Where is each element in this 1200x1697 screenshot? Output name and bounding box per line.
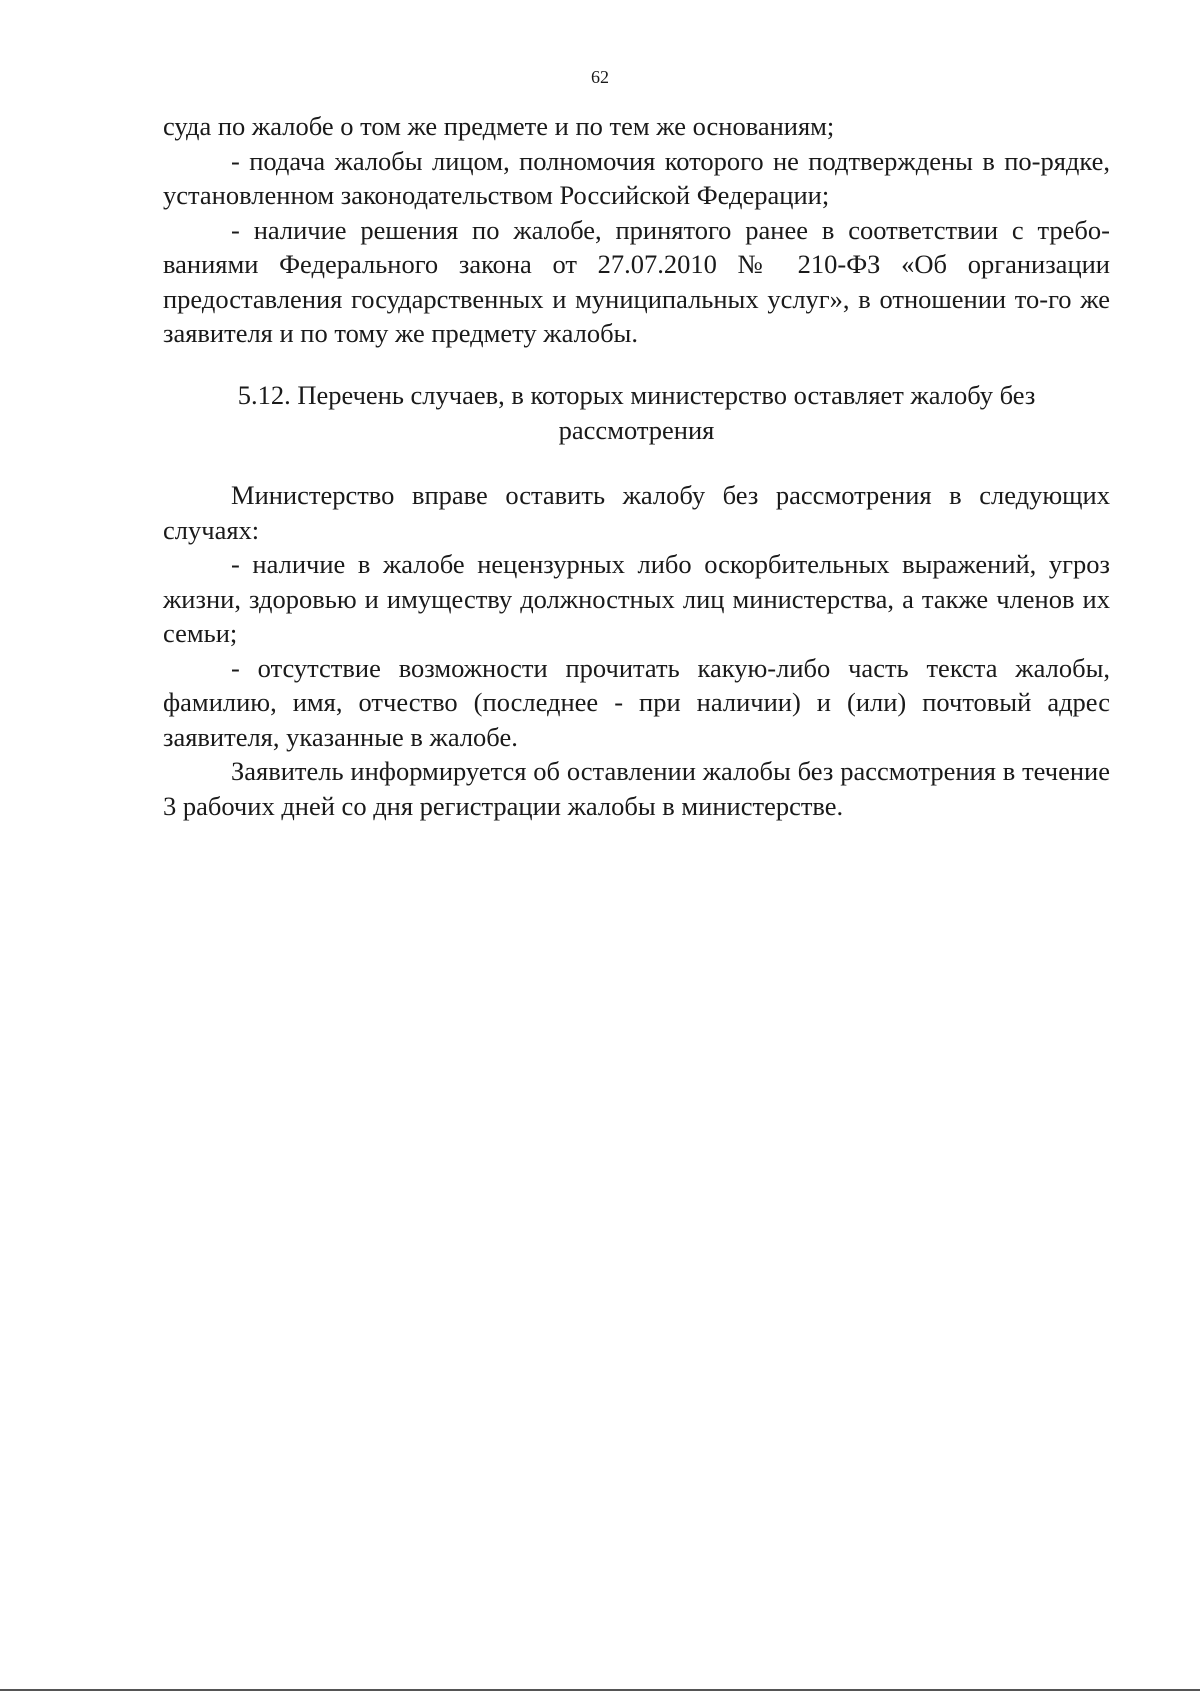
top-text-block	[163, 109, 1110, 351]
section-text-block	[163, 478, 1110, 823]
bottom-rule	[0, 1689, 1200, 1691]
section-heading	[163, 378, 1110, 447]
paragraph-list-item: - подача жалобы лицом, полномочия которого не подтверждены в по-рядке, установленном законодательством Российской Федерации;	[163, 145, 1110, 210]
paragraph: Заявитель информируется об оставлении жалобы без рассмотрения в течение 3 рабочих дней со дня регистрации жалобы в министерстве.	[163, 756, 1110, 821]
page-number: 62	[591, 67, 609, 87]
section-heading-line: рассмотрения	[558, 414, 715, 445]
paragraph: Министерство вправе оставить жалобу без рассмотрения в следующих случаях:	[163, 480, 1110, 545]
paragraph-list-item: - отсутствие возможности прочитать какую-либо часть текста жалобы, фамилию, имя, отчество (последнее - при наличии) и (или) почтовый адрес заявителя, указанные в жалобе.	[163, 652, 1110, 752]
paragraph-continuation: суда по жалобе о том же предмете и по тем же основаниям;	[163, 111, 835, 141]
paragraph-list-item: - наличие решения по жалобе, принятого ранее в соответствии с требо-ваниями Федерального закона от 27.07.2010 № 210-ФЗ «Об организации предоставления государственных и муниципальных услуг», в отношении то-го же заявителя и по тому же предмету жалобы.	[163, 214, 1110, 348]
section-heading-line: 5.12. Перечень случаев, в которых министерство оставляет жалобу без	[237, 380, 1036, 410]
paragraph-list-item: - наличие в жалобе нецензурных либо оскорбительных выражений, угроз жизни, здоровью и имуществу должностных лиц министерства, а также членов их семьи;	[163, 549, 1110, 648]
